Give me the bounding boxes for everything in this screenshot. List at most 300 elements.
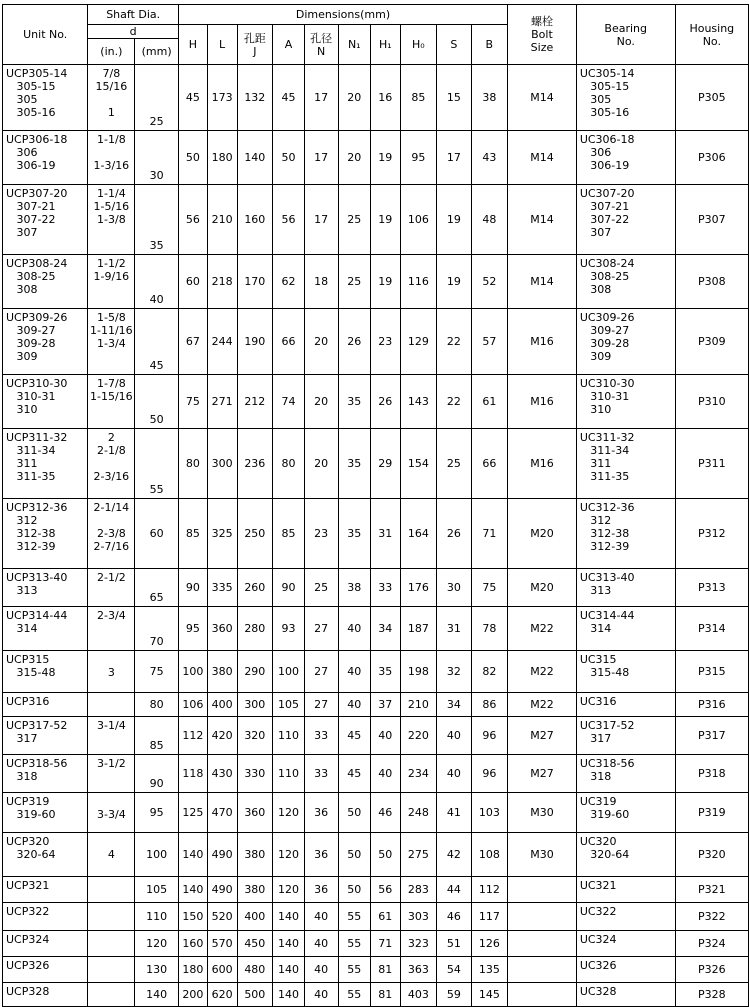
- h0-cell: 95: [400, 131, 437, 185]
- inch-cell: [88, 983, 135, 1007]
- table-row: [3, 983, 749, 1007]
- h-cell: 90: [178, 569, 207, 607]
- header-s: S: [437, 25, 471, 65]
- table-row: [3, 833, 749, 877]
- inch-cell: 2-1/2: [88, 569, 135, 607]
- h0-cell: 363: [400, 957, 437, 983]
- unit-no-cell: UCP310-30 310-31 310: [3, 375, 88, 429]
- housing-no-cell: P316: [675, 693, 748, 717]
- h1-cell: 33: [371, 569, 401, 607]
- housing-no-cell: P305: [675, 65, 748, 131]
- unit-no-cell: UCP324: [3, 931, 88, 957]
- unit-no-cell: UCP320 320-64: [3, 833, 88, 877]
- b-cell: 71: [471, 499, 508, 569]
- specification-table: [2, 4, 749, 1007]
- s-cell: 41: [437, 793, 471, 833]
- h-cell: 125: [178, 793, 207, 833]
- l-cell: 490: [207, 877, 237, 903]
- l-cell: 244: [207, 309, 237, 375]
- n-cell: 27: [304, 651, 338, 693]
- inch-cell: 3-1/4: [88, 717, 135, 755]
- unit-no-cell: UCP307-20 307-21 307-22 307: [3, 185, 88, 255]
- h1-cell: 29: [371, 429, 401, 499]
- table-row: [3, 957, 749, 983]
- mm-cell: 25: [135, 65, 179, 131]
- s-cell: 26: [437, 499, 471, 569]
- header-h0: H₀: [400, 25, 437, 65]
- n1-cell: 35: [338, 429, 370, 499]
- l-cell: 420: [207, 717, 237, 755]
- b-cell: 108: [471, 833, 508, 877]
- table-body: [3, 65, 749, 1007]
- n-cell: 20: [304, 375, 338, 429]
- bolt-size-cell: M27: [508, 717, 577, 755]
- unit-no-cell: UCP309-26 309-27 309-28 309: [3, 309, 88, 375]
- header-n: 孔径 N: [304, 25, 338, 65]
- h0-cell: 129: [400, 309, 437, 375]
- bolt-size-cell: M14: [508, 255, 577, 309]
- bolt-size-cell: M30: [508, 793, 577, 833]
- h-cell: 75: [178, 375, 207, 429]
- h1-cell: 46: [371, 793, 401, 833]
- header-housing-no: Housing No.: [675, 5, 748, 65]
- b-cell: 82: [471, 651, 508, 693]
- mm-cell: 100: [135, 833, 179, 877]
- b-cell: 48: [471, 185, 508, 255]
- bolt-size-cell: [508, 957, 577, 983]
- l-cell: 360: [207, 607, 237, 651]
- bearing-no-cell: UC313-40 313: [576, 569, 675, 607]
- l-cell: 520: [207, 903, 237, 931]
- h-cell: 160: [178, 931, 207, 957]
- a-cell: 56: [273, 185, 305, 255]
- a-cell: 110: [273, 717, 305, 755]
- h0-cell: 198: [400, 651, 437, 693]
- a-cell: 140: [273, 957, 305, 983]
- inch-cell: [88, 931, 135, 957]
- header-h: H: [178, 25, 207, 65]
- bolt-size-cell: M14: [508, 65, 577, 131]
- b-cell: 78: [471, 607, 508, 651]
- table-row: [3, 185, 749, 255]
- b-cell: 86: [471, 693, 508, 717]
- n1-cell: 40: [338, 693, 370, 717]
- h-cell: 85: [178, 499, 207, 569]
- mm-cell: 40: [135, 255, 179, 309]
- mm-cell: 55: [135, 429, 179, 499]
- mm-cell: 30: [135, 131, 179, 185]
- h0-cell: 85: [400, 65, 437, 131]
- header-in: (in.): [88, 39, 135, 65]
- inch-cell: [88, 903, 135, 931]
- housing-no-cell: P310: [675, 375, 748, 429]
- mm-cell: 45: [135, 309, 179, 375]
- l-cell: 218: [207, 255, 237, 309]
- inch-cell: 2 2-1/8 2-3/16: [88, 429, 135, 499]
- bearing-no-cell: UC306-18 306 306-19: [576, 131, 675, 185]
- bearing-no-cell: UC320 320-64: [576, 833, 675, 877]
- n-cell: 25: [304, 569, 338, 607]
- bearing-no-cell: UC326: [576, 957, 675, 983]
- bolt-size-cell: M22: [508, 693, 577, 717]
- l-cell: 600: [207, 957, 237, 983]
- table-row: [3, 429, 749, 499]
- table-row: [3, 569, 749, 607]
- n1-cell: 35: [338, 375, 370, 429]
- l-cell: 300: [207, 429, 237, 499]
- n-cell: 36: [304, 793, 338, 833]
- l-cell: 180: [207, 131, 237, 185]
- bolt-size-cell: [508, 931, 577, 957]
- a-cell: 140: [273, 903, 305, 931]
- mm-cell: 85: [135, 717, 179, 755]
- n-cell: 27: [304, 693, 338, 717]
- n1-cell: 50: [338, 833, 370, 877]
- bearing-no-cell: UC322: [576, 903, 675, 931]
- table-row: [3, 499, 749, 569]
- s-cell: 54: [437, 957, 471, 983]
- inch-cell: 7/8 15/16 1: [88, 65, 135, 131]
- h-cell: 100: [178, 651, 207, 693]
- inch-cell: [88, 693, 135, 717]
- h0-cell: 164: [400, 499, 437, 569]
- n1-cell: 25: [338, 185, 370, 255]
- l-cell: 470: [207, 793, 237, 833]
- n1-cell: 40: [338, 607, 370, 651]
- h0-cell: 220: [400, 717, 437, 755]
- j-cell: 360: [237, 793, 273, 833]
- n1-cell: 40: [338, 651, 370, 693]
- housing-no-cell: P315: [675, 651, 748, 693]
- h1-cell: 40: [371, 755, 401, 793]
- s-cell: 22: [437, 309, 471, 375]
- bearing-no-cell: UC307-20 307-21 307-22 307: [576, 185, 675, 255]
- unit-no-cell: UCP316: [3, 693, 88, 717]
- n-cell: 40: [304, 931, 338, 957]
- s-cell: 42: [437, 833, 471, 877]
- j-cell: 170: [237, 255, 273, 309]
- n-cell: 20: [304, 429, 338, 499]
- l-cell: 430: [207, 755, 237, 793]
- j-cell: 380: [237, 877, 273, 903]
- n-cell: 40: [304, 903, 338, 931]
- s-cell: 22: [437, 375, 471, 429]
- l-cell: 490: [207, 833, 237, 877]
- inch-cell: 1-1/4 1-5/16 1-3/8: [88, 185, 135, 255]
- mm-cell: 65: [135, 569, 179, 607]
- bearing-no-cell: UC321: [576, 877, 675, 903]
- housing-no-cell: P328: [675, 983, 748, 1007]
- mm-cell: 90: [135, 755, 179, 793]
- h0-cell: 116: [400, 255, 437, 309]
- inch-cell: 1-1/8 1-3/16: [88, 131, 135, 185]
- l-cell: 570: [207, 931, 237, 957]
- h0-cell: 187: [400, 607, 437, 651]
- n-cell: 23: [304, 499, 338, 569]
- bearing-no-cell: UC312-36 312 312-38 312-39: [576, 499, 675, 569]
- j-cell: 500: [237, 983, 273, 1007]
- b-cell: 145: [471, 983, 508, 1007]
- h0-cell: 275: [400, 833, 437, 877]
- s-cell: 46: [437, 903, 471, 931]
- s-cell: 34: [437, 693, 471, 717]
- h1-cell: 34: [371, 607, 401, 651]
- housing-no-cell: P307: [675, 185, 748, 255]
- unit-no-cell: UCP311-32 311-34 311 311-35: [3, 429, 88, 499]
- bolt-size-cell: M22: [508, 651, 577, 693]
- n1-cell: 25: [338, 255, 370, 309]
- housing-no-cell: P306: [675, 131, 748, 185]
- s-cell: 25: [437, 429, 471, 499]
- housing-no-cell: P313: [675, 569, 748, 607]
- a-cell: 45: [273, 65, 305, 131]
- j-cell: 212: [237, 375, 273, 429]
- s-cell: 51: [437, 931, 471, 957]
- h0-cell: 248: [400, 793, 437, 833]
- housing-no-cell: P324: [675, 931, 748, 957]
- j-cell: 300: [237, 693, 273, 717]
- header-d: d: [88, 25, 179, 39]
- bolt-size-cell: [508, 903, 577, 931]
- n-cell: 36: [304, 833, 338, 877]
- h1-cell: 37: [371, 693, 401, 717]
- table-row: [3, 255, 749, 309]
- bearing-no-cell: UC315 315-48: [576, 651, 675, 693]
- j-cell: 330: [237, 755, 273, 793]
- n-cell: 17: [304, 65, 338, 131]
- s-cell: 17: [437, 131, 471, 185]
- unit-no-cell: UCP306-18 306 306-19: [3, 131, 88, 185]
- table-row: [3, 903, 749, 931]
- j-cell: 160: [237, 185, 273, 255]
- housing-no-cell: P326: [675, 957, 748, 983]
- j-cell: 236: [237, 429, 273, 499]
- h1-cell: 81: [371, 957, 401, 983]
- h1-cell: 56: [371, 877, 401, 903]
- h-cell: 60: [178, 255, 207, 309]
- header-h1: H₁: [371, 25, 401, 65]
- a-cell: 140: [273, 931, 305, 957]
- mm-cell: 80: [135, 693, 179, 717]
- housing-no-cell: P312: [675, 499, 748, 569]
- j-cell: 250: [237, 499, 273, 569]
- mm-cell: 95: [135, 793, 179, 833]
- header-a: A: [273, 25, 305, 65]
- a-cell: 90: [273, 569, 305, 607]
- h0-cell: 154: [400, 429, 437, 499]
- l-cell: 380: [207, 651, 237, 693]
- mm-cell: 130: [135, 957, 179, 983]
- bearing-no-cell: UC316: [576, 693, 675, 717]
- b-cell: 96: [471, 717, 508, 755]
- mm-cell: 70: [135, 607, 179, 651]
- s-cell: 44: [437, 877, 471, 903]
- a-cell: 62: [273, 255, 305, 309]
- h1-cell: 61: [371, 903, 401, 931]
- housing-no-cell: P309: [675, 309, 748, 375]
- n1-cell: 20: [338, 131, 370, 185]
- header-n1: N₁: [338, 25, 370, 65]
- h-cell: 140: [178, 877, 207, 903]
- table-row: [3, 375, 749, 429]
- h-cell: 106: [178, 693, 207, 717]
- bolt-size-cell: [508, 877, 577, 903]
- n-cell: 17: [304, 185, 338, 255]
- l-cell: 325: [207, 499, 237, 569]
- unit-no-cell: UCP318-56 318: [3, 755, 88, 793]
- header-j: 孔距 J: [237, 25, 273, 65]
- j-cell: 450: [237, 931, 273, 957]
- housing-no-cell: P311: [675, 429, 748, 499]
- h0-cell: 210: [400, 693, 437, 717]
- n1-cell: 55: [338, 983, 370, 1007]
- housing-no-cell: P317: [675, 717, 748, 755]
- bolt-size-cell: M20: [508, 569, 577, 607]
- bolt-size-cell: M14: [508, 185, 577, 255]
- bolt-size-cell: M16: [508, 309, 577, 375]
- b-cell: 103: [471, 793, 508, 833]
- h1-cell: 50: [371, 833, 401, 877]
- unit-no-cell: UCP305-14 305-15 305 305-16: [3, 65, 88, 131]
- b-cell: 96: [471, 755, 508, 793]
- s-cell: 40: [437, 717, 471, 755]
- bearing-no-cell: UC308-24 308-25 308: [576, 255, 675, 309]
- header-unit-no: Unit No.: [3, 5, 88, 65]
- n1-cell: 55: [338, 931, 370, 957]
- h-cell: 140: [178, 833, 207, 877]
- inch-cell: [88, 957, 135, 983]
- table-row: [3, 931, 749, 957]
- h0-cell: 106: [400, 185, 437, 255]
- h0-cell: 303: [400, 903, 437, 931]
- bearing-no-cell: UC314-44 314: [576, 607, 675, 651]
- unit-no-cell: UCP312-36 312 312-38 312-39: [3, 499, 88, 569]
- n-cell: 27: [304, 607, 338, 651]
- a-cell: 66: [273, 309, 305, 375]
- h-cell: 150: [178, 903, 207, 931]
- inch-cell: 1-7/8 1-15/16: [88, 375, 135, 429]
- unit-no-cell: UCP326: [3, 957, 88, 983]
- a-cell: 120: [273, 833, 305, 877]
- h1-cell: 19: [371, 185, 401, 255]
- j-cell: 260: [237, 569, 273, 607]
- l-cell: 210: [207, 185, 237, 255]
- h-cell: 200: [178, 983, 207, 1007]
- s-cell: 59: [437, 983, 471, 1007]
- b-cell: 117: [471, 903, 508, 931]
- unit-no-cell: UCP314-44 314: [3, 607, 88, 651]
- b-cell: 57: [471, 309, 508, 375]
- h-cell: 112: [178, 717, 207, 755]
- h1-cell: 26: [371, 375, 401, 429]
- s-cell: 15: [437, 65, 471, 131]
- b-cell: 43: [471, 131, 508, 185]
- h0-cell: 283: [400, 877, 437, 903]
- housing-no-cell: P320: [675, 833, 748, 877]
- inch-cell: 3-3/4: [88, 793, 135, 833]
- bolt-size-cell: [508, 983, 577, 1007]
- s-cell: 30: [437, 569, 471, 607]
- bolt-size-cell: M20: [508, 499, 577, 569]
- a-cell: 50: [273, 131, 305, 185]
- bearing-no-cell: UC328: [576, 983, 675, 1007]
- housing-no-cell: P319: [675, 793, 748, 833]
- unit-no-cell: UCP319 319-60: [3, 793, 88, 833]
- n1-cell: 45: [338, 755, 370, 793]
- mm-cell: 105: [135, 877, 179, 903]
- housing-no-cell: P322: [675, 903, 748, 931]
- bearing-no-cell: UC310-30 310-31 310: [576, 375, 675, 429]
- h1-cell: 35: [371, 651, 401, 693]
- housing-no-cell: P318: [675, 755, 748, 793]
- mm-cell: 60: [135, 499, 179, 569]
- l-cell: 173: [207, 65, 237, 131]
- h0-cell: 323: [400, 931, 437, 957]
- bearing-no-cell: UC319 319-60: [576, 793, 675, 833]
- h-cell: 180: [178, 957, 207, 983]
- h0-cell: 234: [400, 755, 437, 793]
- n-cell: 40: [304, 983, 338, 1007]
- n1-cell: 50: [338, 793, 370, 833]
- a-cell: 74: [273, 375, 305, 429]
- j-cell: 280: [237, 607, 273, 651]
- j-cell: 480: [237, 957, 273, 983]
- unit-no-cell: UCP328: [3, 983, 88, 1007]
- h1-cell: 19: [371, 131, 401, 185]
- h-cell: 45: [178, 65, 207, 131]
- a-cell: 100: [273, 651, 305, 693]
- h1-cell: 16: [371, 65, 401, 131]
- unit-no-cell: UCP308-24 308-25 308: [3, 255, 88, 309]
- h-cell: 50: [178, 131, 207, 185]
- mm-cell: 110: [135, 903, 179, 931]
- j-cell: 190: [237, 309, 273, 375]
- b-cell: 112: [471, 877, 508, 903]
- table-row: [3, 877, 749, 903]
- h-cell: 95: [178, 607, 207, 651]
- inch-cell: 1-5/8 1-11/16 1-3/4: [88, 309, 135, 375]
- n1-cell: 38: [338, 569, 370, 607]
- h-cell: 67: [178, 309, 207, 375]
- inch-cell: 1-1/2 1-9/16: [88, 255, 135, 309]
- table-row: [3, 607, 749, 651]
- a-cell: 120: [273, 793, 305, 833]
- inch-cell: 2-3/4: [88, 607, 135, 651]
- bearing-no-cell: UC305-14 305-15 305 305-16: [576, 65, 675, 131]
- table-row: [3, 717, 749, 755]
- bolt-size-cell: M16: [508, 429, 577, 499]
- n-cell: 33: [304, 755, 338, 793]
- bearing-no-cell: UC311-32 311-34 311 311-35: [576, 429, 675, 499]
- s-cell: 32: [437, 651, 471, 693]
- h-cell: 118: [178, 755, 207, 793]
- n1-cell: 50: [338, 877, 370, 903]
- b-cell: 135: [471, 957, 508, 983]
- b-cell: 66: [471, 429, 508, 499]
- housing-no-cell: P314: [675, 607, 748, 651]
- table-row: [3, 131, 749, 185]
- table-row: [3, 65, 749, 131]
- a-cell: 140: [273, 983, 305, 1007]
- a-cell: 110: [273, 755, 305, 793]
- h1-cell: 81: [371, 983, 401, 1007]
- header-l: L: [207, 25, 237, 65]
- header-bearing-no: Bearing No.: [576, 5, 675, 65]
- b-cell: 75: [471, 569, 508, 607]
- unit-no-cell: UCP317-52 317: [3, 717, 88, 755]
- header-shaft-dia: Shaft Dia.: [88, 5, 179, 25]
- a-cell: 80: [273, 429, 305, 499]
